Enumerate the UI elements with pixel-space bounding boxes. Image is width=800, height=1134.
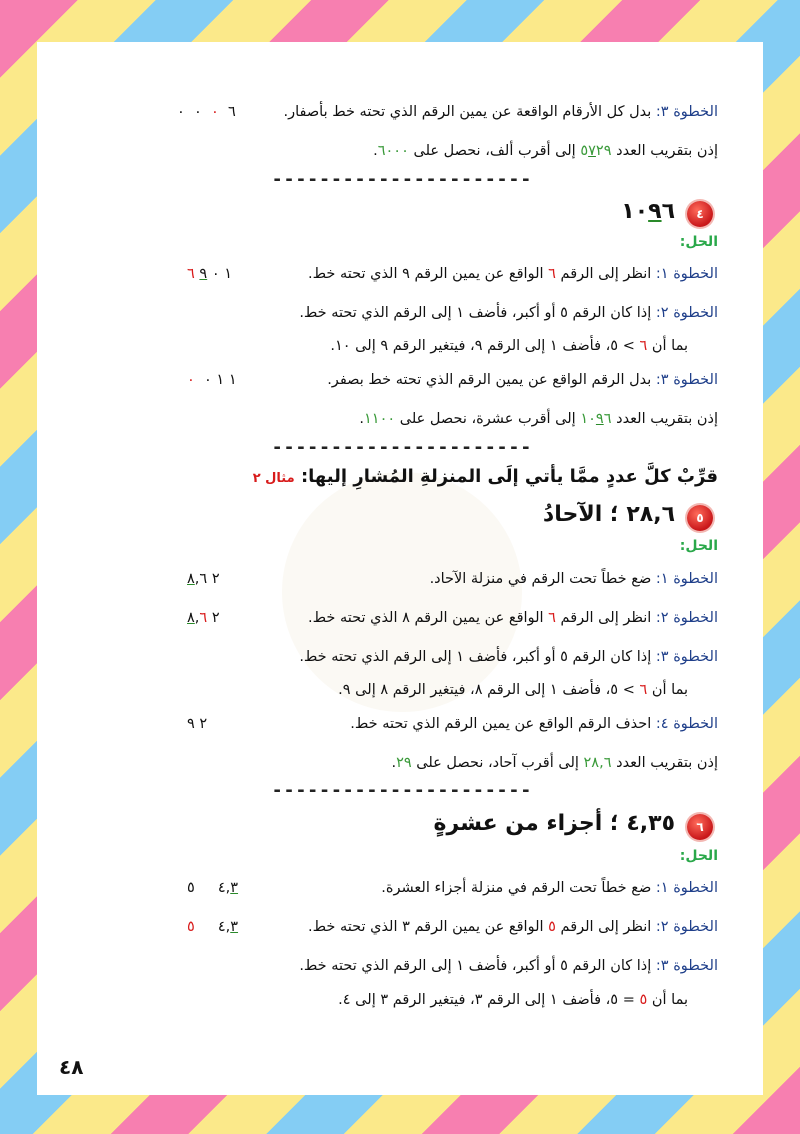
p5-step3: الخطوة ٣: إذا كان الرقم ٥ أو أكبر، فأضف ١ إلى الرقم الذي تحته خط.: [299, 649, 718, 665]
p4-step1: الخطوة ١: انظر إلى الرقم ٦ الواقع عن يمين الرقم ٩ الذي تحته خط.: [308, 266, 718, 282]
p4-step3-result: ١ ١ ٠ ٠: [187, 372, 237, 388]
p5-step1: الخطوة ١: ضع خطاً تحت الرقم في منزلة الآحاد.: [429, 571, 718, 587]
page-number: ٤٨: [59, 1055, 84, 1079]
p4-step3: الخطوة ٣: بدل الرقم الواقع عن يمين الرقم الذي تحته خط بصفر.: [327, 372, 718, 388]
p6-step3: الخطوة ٣: إذا كان الرقم ٥ أو أكبر، فأضف ١ إلى الرقم الذي تحته خط.: [299, 958, 718, 974]
p5-step4-result: ٢ ٩: [187, 716, 208, 732]
problem-6-title: ٤,٣٥ ؛ أجزاء من عشرةٍ: [433, 811, 675, 836]
p6-step1-result: ٤,٣ ٥: [187, 880, 239, 896]
p5-conclusion: إذن بتقريب العدد ٢٨,٦ إلى أقرب آحاد، نحصل على ٢٩.: [391, 755, 718, 771]
problem-5-solution-label: الحل:: [679, 538, 718, 554]
content: [37, 42, 763, 1095]
p5-step2-result: ٢ ٨,٦: [187, 610, 220, 626]
p5-step2: الخطوة ٢: انظر إلى الرقم ٦ الواقع عن يمين الرقم ٨ الذي تحته خط.: [308, 610, 718, 626]
problem-6-solution-label: الحل:: [679, 848, 718, 864]
problem-4-solution-label: الحل:: [679, 234, 718, 250]
p6-step1: الخطوة ١: ضع خطاً تحت الرقم في منزلة أجزاء العشرة.: [381, 880, 718, 896]
problem-4-badge: ٤: [687, 201, 713, 227]
problem-5-badge: ٥: [687, 505, 713, 531]
top-step3: الخطوة ٣: بدل كل الأرقام الواقعة عن يمين الرقم الذي تحته خط بأصفار.: [283, 104, 718, 120]
divider-1: ----------------------: [271, 169, 533, 190]
top-step3-result: ٦ ٠ ٠ ٠: [177, 104, 236, 120]
divider-3: ----------------------: [271, 780, 533, 801]
p4-step2-explanation: بما أن ٦ > ٥، فأضف ١ إلى الرقم ٩، فيتغير الرقم ٩ إلى ١٠.: [330, 338, 688, 354]
page: [37, 42, 763, 1095]
divider-2: ----------------------: [271, 437, 533, 458]
p6-step3-explanation: بما أن ٥ = ٥، فأضف ١ إلى الرقم ٣، فيتغير الرقم ٣ إلى ٤.: [338, 992, 688, 1008]
p4-conclusion: إذن بتقريب العدد ١٠٩٦ إلى أقرب عشرة، نحصل على ١١٠٠.: [359, 411, 718, 427]
p5-step3-explanation: بما أن ٦ > ٥، فأضف ١ إلى الرقم ٨، فيتغير الرقم ٨ إلى ٩.: [338, 682, 688, 698]
problem-6-badge: ٦: [687, 814, 713, 840]
p5-step4: الخطوة ٤: احذف الرقم الواقع عن يمين الرقم الذي تحته خط.: [350, 716, 718, 732]
p4-step2: الخطوة ٢: إذا كان الرقم ٥ أو أكبر، فأضف ١ إلى الرقم الذي تحته خط.: [299, 305, 718, 321]
problem-4-number: ١٠٩٦: [621, 199, 675, 224]
exercise-instruction: قرِّبْ كلَّ عددٍ ممَّا يأتي إلَى المنزلةِ المُشارِ إليها: مثال ٢: [252, 466, 718, 487]
p4-step1-result: ١ ٠ ٩ ٦: [187, 266, 233, 282]
p6-step2: الخطوة ٢: انظر إلى الرقم ٥ الواقع عن يمين الرقم ٣ الذي تحته خط.: [308, 919, 718, 935]
p5-step1-result: ٢ ٨,٦: [187, 571, 220, 587]
top-conclusion: إذن بتقريب العدد ٥٧٢٩ إلى أقرب ألف، نحصل على ٦٠٠٠.: [373, 143, 718, 159]
problem-5-title: ٢٨,٦ ؛ الآحادُ: [542, 502, 675, 527]
p6-step2-result: ٤,٣ ٥: [187, 919, 239, 935]
